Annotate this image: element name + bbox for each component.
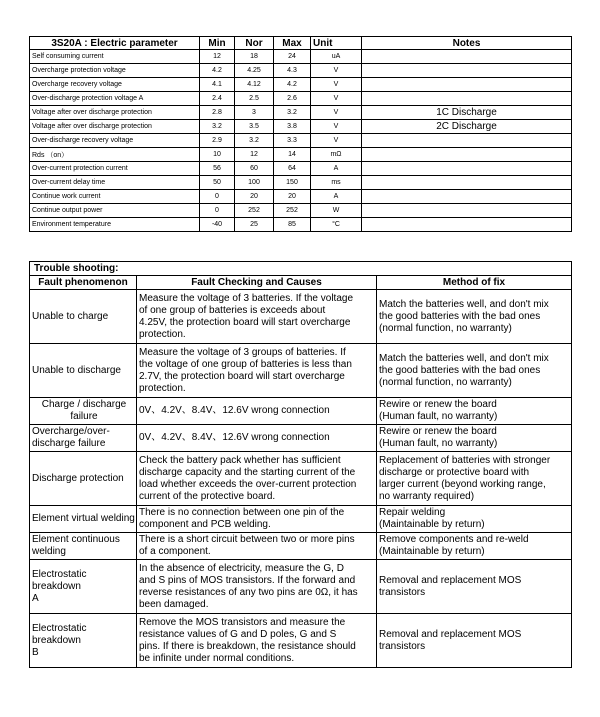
fault-phenomenon-line: discharge failure bbox=[32, 438, 106, 449]
param-note bbox=[362, 190, 572, 204]
fault-phenomenon bbox=[30, 533, 137, 560]
fault-phenomenon-line: Unable to charge bbox=[32, 310, 109, 322]
fix-method-line: Rewire or renew the board bbox=[379, 426, 497, 437]
fix-method bbox=[377, 425, 572, 452]
param-name: Self consuming current bbox=[30, 50, 200, 64]
fault-causes-line: be infinite under normal conditions. bbox=[139, 652, 295, 664]
param-unit: °C bbox=[311, 218, 362, 232]
param-unit: A bbox=[311, 162, 362, 176]
param-row bbox=[30, 190, 572, 204]
trouble-row bbox=[30, 614, 572, 668]
fault-causes bbox=[137, 614, 377, 668]
fix-method-line: Replacement of batteries with stronger bbox=[379, 454, 551, 466]
fault-causes-line: current of the protective board. bbox=[139, 490, 276, 502]
fix-method-line: no warranty required) bbox=[379, 490, 475, 502]
param-row bbox=[30, 134, 572, 148]
fault-causes-line: been damaged. bbox=[139, 598, 209, 610]
fix-method bbox=[377, 614, 572, 668]
fault-causes-line: reverse resistances of any two pins are 0Ω, it has bbox=[139, 586, 358, 598]
fault-phenomenon-line: failure bbox=[70, 411, 98, 422]
trouble-row bbox=[30, 452, 572, 506]
param-header-min: Min bbox=[200, 37, 235, 50]
fix-method-line: discharge or protective board with bbox=[379, 466, 530, 478]
fix-method bbox=[377, 398, 572, 425]
param-row bbox=[30, 176, 572, 190]
param-name: Voltage after over discharge protection bbox=[30, 120, 200, 134]
param-unit: W bbox=[311, 204, 362, 218]
trouble-row bbox=[30, 425, 572, 452]
param-name: Overcharge protection voltage bbox=[30, 64, 200, 78]
param-row bbox=[30, 106, 572, 120]
param-header-row bbox=[30, 37, 572, 50]
fault-causes-line: resistance values of G and D poles, G and S bbox=[139, 628, 337, 640]
fault-causes-line: There is no connection between one pin of the bbox=[139, 507, 345, 518]
fault-causes-line: In the absence of electricity, measure the G, D bbox=[139, 562, 344, 574]
fix-method-line: (Maintainable by return) bbox=[379, 519, 485, 530]
trouble-row bbox=[30, 344, 572, 398]
fault-phenomenon-line: Unable to discharge bbox=[32, 364, 121, 376]
param-nor: 4.12 bbox=[235, 78, 274, 92]
param-max: 3.3 bbox=[274, 134, 311, 148]
param-max: 24 bbox=[274, 50, 311, 64]
fault-causes-line: component and PCB welding. bbox=[139, 519, 271, 530]
param-unit: V bbox=[311, 134, 362, 148]
fault-causes bbox=[137, 398, 377, 425]
param-row bbox=[30, 120, 572, 134]
param-note: 1C Discharge bbox=[362, 106, 572, 120]
fault-causes-line: pins. If there is breakdown, the resistance should bbox=[139, 640, 356, 652]
param-nor: 2.5 bbox=[235, 92, 274, 106]
fix-method-line: Rewire or renew the board bbox=[379, 399, 497, 410]
param-nor: 100 bbox=[235, 176, 274, 190]
fault-causes bbox=[137, 425, 377, 452]
param-max: 150 bbox=[274, 176, 311, 190]
param-min: 56 bbox=[200, 162, 235, 176]
fix-method-line: Removal and replacement MOS bbox=[379, 628, 522, 640]
param-nor: 4.25 bbox=[235, 64, 274, 78]
param-unit: mΩ bbox=[311, 148, 362, 162]
fault-phenomenon-line: Discharge protection bbox=[32, 472, 124, 484]
param-note bbox=[362, 78, 572, 92]
fix-method-line: the good batteries with the bad ones bbox=[379, 364, 541, 376]
fault-phenomenon-line: Electrostatic breakdown bbox=[32, 622, 87, 646]
fix-method bbox=[377, 506, 572, 533]
param-row bbox=[30, 148, 572, 162]
param-row bbox=[30, 78, 572, 92]
param-unit: V bbox=[311, 64, 362, 78]
param-name: Rds （on） bbox=[30, 148, 200, 162]
fault-phenomenon-line: A bbox=[32, 592, 39, 604]
param-min: 10 bbox=[200, 148, 235, 162]
trouble-header-fix: Method of fix bbox=[377, 276, 572, 290]
param-note bbox=[362, 176, 572, 190]
param-name: Environment temperature bbox=[30, 218, 200, 232]
param-unit: V bbox=[311, 92, 362, 106]
param-nor: 3 bbox=[235, 106, 274, 120]
fix-method-line: Remove components and re-weld bbox=[379, 534, 529, 545]
param-unit: ms bbox=[311, 176, 362, 190]
param-note bbox=[362, 148, 572, 162]
fault-causes-line: Remove the MOS transistors and measure the bbox=[139, 616, 346, 628]
param-note bbox=[362, 162, 572, 176]
param-min: 4.2 bbox=[200, 64, 235, 78]
fault-causes bbox=[137, 290, 377, 344]
param-max: 252 bbox=[274, 204, 311, 218]
electric-parameter-table bbox=[29, 36, 572, 232]
param-min: 12 bbox=[200, 50, 235, 64]
fault-causes-line: discharge capacity and the starting current of the bbox=[139, 466, 356, 478]
fault-phenomenon bbox=[30, 452, 137, 506]
fault-causes-line: 2.7V, the protection board will start overcharge bbox=[139, 370, 345, 382]
param-min: 3.2 bbox=[200, 120, 235, 134]
param-nor: 20 bbox=[235, 190, 274, 204]
param-nor: 12 bbox=[235, 148, 274, 162]
trouble-header-causes: Fault Checking and Causes bbox=[137, 276, 377, 290]
fix-method-line: transistors bbox=[379, 586, 426, 598]
param-note bbox=[362, 64, 572, 78]
fault-causes bbox=[137, 344, 377, 398]
param-max: 4.3 bbox=[274, 64, 311, 78]
fix-method-line: (Human fault, no warranty) bbox=[379, 411, 498, 422]
fault-phenomenon bbox=[30, 425, 137, 452]
trouble-row bbox=[30, 533, 572, 560]
param-max: 20 bbox=[274, 190, 311, 204]
fault-phenomenon-line: Element continuous bbox=[32, 534, 120, 545]
fix-method-line: (Human fault, no warranty) bbox=[379, 438, 498, 449]
param-row bbox=[30, 218, 572, 232]
param-nor: 3.2 bbox=[235, 134, 274, 148]
trouble-row bbox=[30, 398, 572, 425]
param-header-max: Max bbox=[274, 37, 311, 50]
fault-phenomenon bbox=[30, 398, 137, 425]
fault-causes-line: load whether exceeds the over-current protection bbox=[139, 478, 357, 490]
fault-phenomenon bbox=[30, 560, 137, 614]
param-unit: A bbox=[311, 190, 362, 204]
param-name: Over-discharge recovery voltage bbox=[30, 134, 200, 148]
param-max: 64 bbox=[274, 162, 311, 176]
fix-method bbox=[377, 452, 572, 506]
param-nor: 252 bbox=[235, 204, 274, 218]
param-name: Continue work current bbox=[30, 190, 200, 204]
fault-causes bbox=[137, 533, 377, 560]
param-name: Over-current protection current bbox=[30, 162, 200, 176]
param-min: 2.4 bbox=[200, 92, 235, 106]
fault-causes-line: protection. bbox=[139, 382, 186, 394]
param-row bbox=[30, 162, 572, 176]
fault-phenomenon bbox=[30, 614, 137, 668]
param-row bbox=[30, 50, 572, 64]
param-name: Continue output power bbox=[30, 204, 200, 218]
fault-causes-line: and S pins of MOS transistors. If the forward and bbox=[139, 574, 356, 586]
trouble-row bbox=[30, 560, 572, 614]
param-min: -40 bbox=[200, 218, 235, 232]
param-header-nor: Nor bbox=[235, 37, 274, 50]
param-nor: 18 bbox=[235, 50, 274, 64]
fault-causes bbox=[137, 560, 377, 614]
trouble-row bbox=[30, 290, 572, 344]
fault-causes-line: 0V、4.2V、8.4V、12.6V wrong connection bbox=[139, 405, 330, 416]
fix-method-line: the good batteries with the bad ones bbox=[379, 310, 541, 322]
fault-causes-line: There is a short circuit between two or more pins bbox=[139, 534, 355, 545]
param-name: Voltage after over discharge protection bbox=[30, 106, 200, 120]
fault-causes-line: protection. bbox=[139, 328, 186, 340]
param-name: Overcharge recovery voltage bbox=[30, 78, 200, 92]
trouble-table-title: Trouble shooting: bbox=[30, 262, 572, 276]
fix-method-line: Repair welding bbox=[379, 507, 446, 518]
param-table-title: 3S20A : Electric parameter bbox=[30, 37, 200, 50]
fault-phenomenon-line: Overcharge/over- bbox=[32, 426, 110, 437]
param-min: 50 bbox=[200, 176, 235, 190]
param-note bbox=[362, 92, 572, 106]
fix-method-line: transistors bbox=[379, 640, 426, 652]
param-unit: V bbox=[311, 106, 362, 120]
param-nor: 60 bbox=[235, 162, 274, 176]
fault-phenomenon-line: Element virtual welding bbox=[32, 513, 135, 524]
param-max: 3.2 bbox=[274, 106, 311, 120]
fault-causes-line: of a component. bbox=[139, 546, 211, 557]
fix-method bbox=[377, 290, 572, 344]
param-row bbox=[30, 204, 572, 218]
param-header-notes: Notes bbox=[362, 37, 572, 50]
fault-causes-line: 0V、4.2V、8.4V、12.6V wrong connection bbox=[139, 432, 330, 443]
param-unit: V bbox=[311, 120, 362, 134]
fault-phenomenon bbox=[30, 506, 137, 533]
fix-method bbox=[377, 344, 572, 398]
param-row bbox=[30, 64, 572, 78]
param-note bbox=[362, 204, 572, 218]
param-row bbox=[30, 92, 572, 106]
fault-causes-line: 4.25V, the protection board will start overcharge bbox=[139, 316, 351, 328]
fault-causes-line: Measure the voltage of 3 groups of batteries. If bbox=[139, 346, 346, 358]
param-min: 0 bbox=[200, 190, 235, 204]
fault-phenomenon bbox=[30, 290, 137, 344]
param-nor: 25 bbox=[235, 218, 274, 232]
trouble-row bbox=[30, 506, 572, 533]
trouble-shooting-table bbox=[29, 261, 572, 668]
param-nor: 3.5 bbox=[235, 120, 274, 134]
param-table-body bbox=[30, 50, 572, 232]
fault-phenomenon-line: B bbox=[32, 646, 39, 658]
fix-method-line: (normal function, no warranty) bbox=[379, 376, 512, 388]
param-unit: V bbox=[311, 78, 362, 92]
param-max: 3.8 bbox=[274, 120, 311, 134]
fix-method-line: (normal function, no warranty) bbox=[379, 322, 512, 334]
fix-method-line: larger current (beyond working range, bbox=[379, 478, 546, 490]
param-name: Over-discharge protection voltage A bbox=[30, 92, 200, 106]
param-min: 4.1 bbox=[200, 78, 235, 92]
fault-causes bbox=[137, 506, 377, 533]
fault-phenomenon-line: welding bbox=[32, 546, 66, 557]
fix-method-line: (Maintainable by return) bbox=[379, 546, 485, 557]
fix-method bbox=[377, 533, 572, 560]
fault-causes-line: Measure the voltage of 3 batteries. If the voltage bbox=[139, 292, 354, 304]
param-min: 0 bbox=[200, 204, 235, 218]
param-min: 2.9 bbox=[200, 134, 235, 148]
param-max: 85 bbox=[274, 218, 311, 232]
fix-method bbox=[377, 560, 572, 614]
fault-causes-line: Check the battery pack whether has sufficient bbox=[139, 454, 341, 466]
fault-phenomenon bbox=[30, 344, 137, 398]
fault-causes-line: the voltage of one group of batteries is less than bbox=[139, 358, 352, 370]
fix-method-line: Match the batteries well, and don't mix bbox=[379, 298, 549, 310]
param-note bbox=[362, 50, 572, 64]
param-min: 2.8 bbox=[200, 106, 235, 120]
param-note: 2C Discharge bbox=[362, 120, 572, 134]
param-max: 14 bbox=[274, 148, 311, 162]
param-max: 4.2 bbox=[274, 78, 311, 92]
fault-causes bbox=[137, 452, 377, 506]
fix-method-line: Removal and replacement MOS bbox=[379, 574, 522, 586]
param-unit: uA bbox=[311, 50, 362, 64]
param-header-unit: Unit bbox=[311, 37, 362, 50]
fault-phenomenon-line: Charge / discharge bbox=[41, 399, 127, 410]
trouble-table-body bbox=[30, 290, 572, 668]
param-max: 2.6 bbox=[274, 92, 311, 106]
fault-phenomenon-line: Electrostatic breakdown bbox=[32, 568, 87, 592]
trouble-header-row bbox=[30, 276, 572, 290]
fix-method-line: Match the batteries well, and don't mix bbox=[379, 352, 549, 364]
param-name: Over-current delay time bbox=[30, 176, 200, 190]
trouble-title-row bbox=[30, 262, 572, 276]
trouble-header-phenomenon: Fault phenomenon bbox=[30, 276, 137, 290]
fault-causes-line: of one group of batteries is exceeds about bbox=[139, 304, 326, 316]
param-note bbox=[362, 134, 572, 148]
param-note bbox=[362, 218, 572, 232]
